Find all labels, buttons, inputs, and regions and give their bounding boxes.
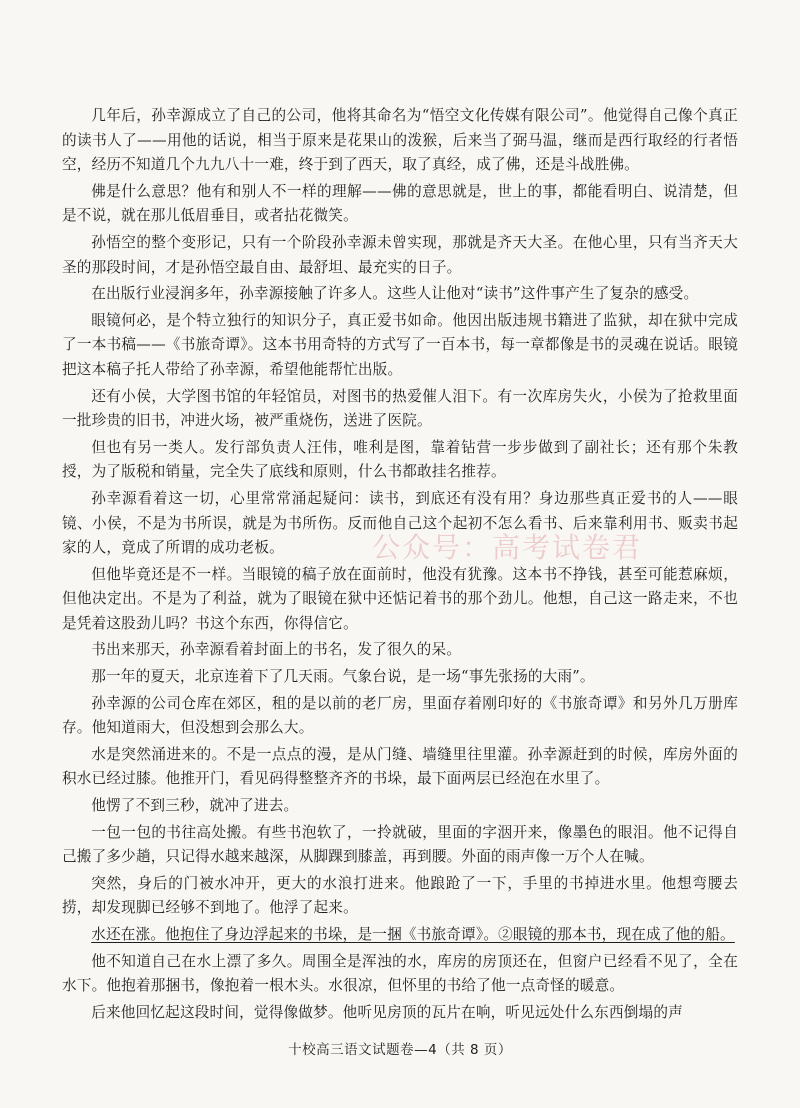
paragraph-14: 他愣了不到三秒，就冲了进去。 [91,797,299,815]
paragraph-13: 水是突然涌进来的。不是一点点的漫，是从门缝、墙缝里往里灌。孙幸源赶到的时候，库房外面的积水已经过膝。他推开门，看见码得整整齐齐的书垛，最下面两层已经泡在水里了。 [62,745,738,788]
paragraph-16: 突然，身后的门被水冲开，更大的水浪打进来。他踉跄了一下，手里的书掉进水里。他想弯腰去捞，却发现脚已经够不到地了。他浮了起来。 [62,874,738,917]
paragraph-11: 那一年的夏天，北京连着下了几天雨。气象台说，是一场“事先张扬的大雨”。 [91,668,595,686]
paragraph-4: 在出版行业浸润多年，孙幸源接触了许多人。这些人让他对“读书”这件事产生了复杂的感受。 [91,285,699,303]
paragraph-17-underlined: 水还在涨。他抱住了身边浮起来的书垛，是一捆《书旅奇谭》。②眼镜的那本书，现在成了他的船。 [91,926,735,943]
paragraph-10: 书出来那天，孙幸源看着封面上的书名，发了很久的呆。 [91,641,462,659]
paragraph-8: 孙幸源看着这一切，心里常常涌起疑问：读书，到底还有没有用？身边那些真正爱书的人——眼镜、小侯，不是为书所误，就是为书所伤。反而他自己这个起初不怎么看书、后来靠利用书、贩卖书起家的人，竟成了所谓的成功老板。 [62,489,738,557]
paragraph-19: 后来他回忆起这段时间，觉得像做梦。他听见房顶的瓦片在响，听见远处什么东西倒塌的声 [91,1003,683,1021]
paragraph-2: 佛是什么意思？他有和别人不一样的理解——佛的意思就是，世上的事，都能看明白、说清楚，但是不说，就在那儿低眉垂目，或者拈花微笑。 [62,182,738,225]
watermark-text: 公众号：高考试卷君 [372,531,643,564]
paragraph-6: 还有小侯，大学图书馆的年轻馆员，对图书的热爱催人泪下。有一次库房失火，小侯为了抢救里面一批珍贵的旧书，冲进火场，被严重烧伤，送进了医院。 [62,387,738,430]
paragraph-1: 几年后，孙幸源成立了自己的公司，他将其命名为“悟空文化传媒有限公司”。他觉得自己像个真正的读书人了——用他的话说，相当于原来是花果山的泼猴，后来当了弼马温，继而是西行取经的行者悟空，经历不知道几个九九八十一难，终于到了西天，取了真经，成了佛，还是斗战胜佛。 [62,107,738,174]
paragraph-12: 孙幸源的公司仓库在郊区，租的是以前的老厂房，里面存着刚印好的《书旅奇谭》和另外几万册库存。他知道雨大，但没想到会那么大。 [62,694,738,737]
paragraph-5: 眼镜何必，是个特立独行的知识分子，真正爱书如命。他因出版违规书籍进了监狱，却在狱中完成了一本书稿——《书旅奇谭》。这本书用奇特的方式写了一百本书，每一章都像是书的灵魂在说话。眼镜把这本稿子托人带给了孙幸源，希望他能帮忙出版。 [62,311,738,378]
paragraph-18: 他不知道自己在水上漂了多久。周围全是浑浊的水，库房的房顶还在，但窗户已经看不见了，全在水下。他抱着那捆书，像抱着一根木头。水很凉，但怀里的书给了他一点奇怪的暖意。 [62,952,738,995]
paragraph-9: 但他毕竟还是不一样。当眼镜的稿子放在面前时，他没有犹豫。这本书不挣钱，甚至可能惹麻烦，但他决定出。不是为了利益，就为了眼镜在狱中还惦记着书的那个劲儿。他想，自己这一路走来，不也是凭着这股劲儿吗？书这个东西，你得信它。 [62,565,738,632]
page-footer: 十校高三语文试题卷—4（共 8 页） [288,1042,512,1058]
paragraph-7: 但也有另一类人。发行部负责人汪伟，唯利是图，靠着钻营一步步做到了副社长；还有那个朱教授，为了版税和销量，完全失了底线和原则，什么书都敢挂名推荐。 [62,438,738,481]
paragraph-15: 一包一包的书往高处搬。有些书泡软了，一拎就破，里面的字洇开来，像墨色的眼泪。他不记得自己搬了多少趟，只记得水越来越深，从脚踝到膝盖，再到腰。外面的雨声像一万个人在喊。 [62,823,738,866]
paragraph-3: 孙悟空的整个变形记，只有一个阶段孙幸源未曾实现，那就是齐天大圣。在他心里，只有当齐天大圣的那段时间，才是孙悟空最自由、最舒坦、最充实的日子。 [62,233,738,276]
